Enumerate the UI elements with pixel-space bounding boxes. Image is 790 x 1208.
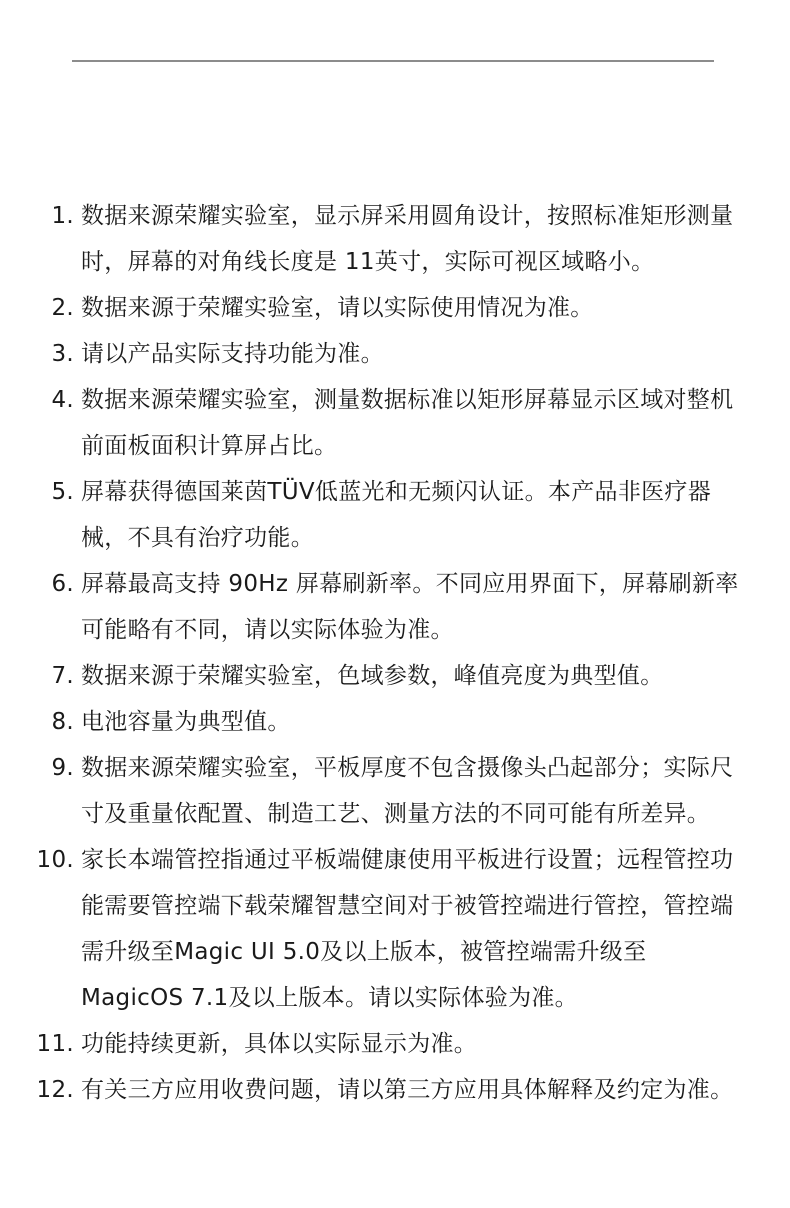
footnote-number: 5. xyxy=(51,479,74,505)
footnote-number: 2. xyxy=(51,295,74,321)
footnote-item xyxy=(0,699,790,745)
footnote-item xyxy=(0,837,790,1021)
footnote-text: 家长本端管控指通过平板端健康使用平板进行设置；远程管控功能需要管控端下载荣耀智慧空间对于被管控端进行管控，管控端需升级至Magic UI 5.0及以上版本，被管控端需升级至MagicOS 7.1及以上版本。请以实际体验为准。 xyxy=(81,847,734,1011)
footnote-item xyxy=(0,331,790,377)
footnote-item xyxy=(0,561,790,653)
footnote-list xyxy=(0,193,790,1113)
footnote-number: 4. xyxy=(51,387,74,413)
footnote-number: 10. xyxy=(36,847,74,873)
footnote-text: 屏幕获得德国莱茵TÜV低蓝光和无频闪认证。本产品非医疗器械，不具有治疗功能。 xyxy=(81,479,712,551)
footnote-text: 数据来源于荣耀实验室，请以实际使用情况为准。 xyxy=(81,295,594,321)
footnote-number: 7. xyxy=(51,663,74,689)
footnote-item xyxy=(0,377,790,469)
top-divider xyxy=(72,60,714,62)
footnote-number: 11. xyxy=(36,1031,74,1057)
footnote-number: 8. xyxy=(51,709,74,735)
footnote-text: 数据来源于荣耀实验室，色域参数，峰值亮度为典型值。 xyxy=(81,663,664,689)
footnote-text: 请以产品实际支持功能为准。 xyxy=(81,341,384,367)
footnote-number: 9. xyxy=(51,755,74,781)
footnote-item xyxy=(0,285,790,331)
footnote-number: 12. xyxy=(36,1077,74,1103)
footnote-item xyxy=(0,1067,790,1113)
footnote-item xyxy=(0,653,790,699)
footnote-number: 3. xyxy=(51,341,74,367)
footnote-item xyxy=(0,745,790,837)
footnote-item xyxy=(0,469,790,561)
footnote-text: 数据来源荣耀实验室，平板厚度不包含摄像头凸起部分；实际尺寸及重量依配置、制造工艺、测量方法的不同可能有所差异。 xyxy=(81,755,734,827)
footnote-number: 6. xyxy=(51,571,74,597)
footnote-text: 屏幕最高支持 90Hz 屏幕刷新率。不同应用界面下，屏幕刷新率可能略有不同，请以实际体验为准。 xyxy=(81,571,739,643)
footnote-text: 功能持续更新，具体以实际显示为准。 xyxy=(81,1031,478,1057)
footnote-item xyxy=(0,1021,790,1067)
footnote-text: 电池容量为典型值。 xyxy=(81,709,291,735)
footnote-text: 有关三方应用收费问题，请以第三方应用具体解释及约定为准。 xyxy=(81,1077,734,1103)
footnote-number: 1. xyxy=(51,203,74,229)
footnote-item xyxy=(0,193,790,285)
footnote-text: 数据来源荣耀实验室，测量数据标准以矩形屏幕显示区域对整机前面板面积计算屏占比。 xyxy=(81,387,734,459)
footnote-text: 数据来源荣耀实验室，显示屏采用圆角设计，按照标准矩形测量时，屏幕的对角线长度是 11英寸，实际可视区域略小。 xyxy=(81,203,734,275)
